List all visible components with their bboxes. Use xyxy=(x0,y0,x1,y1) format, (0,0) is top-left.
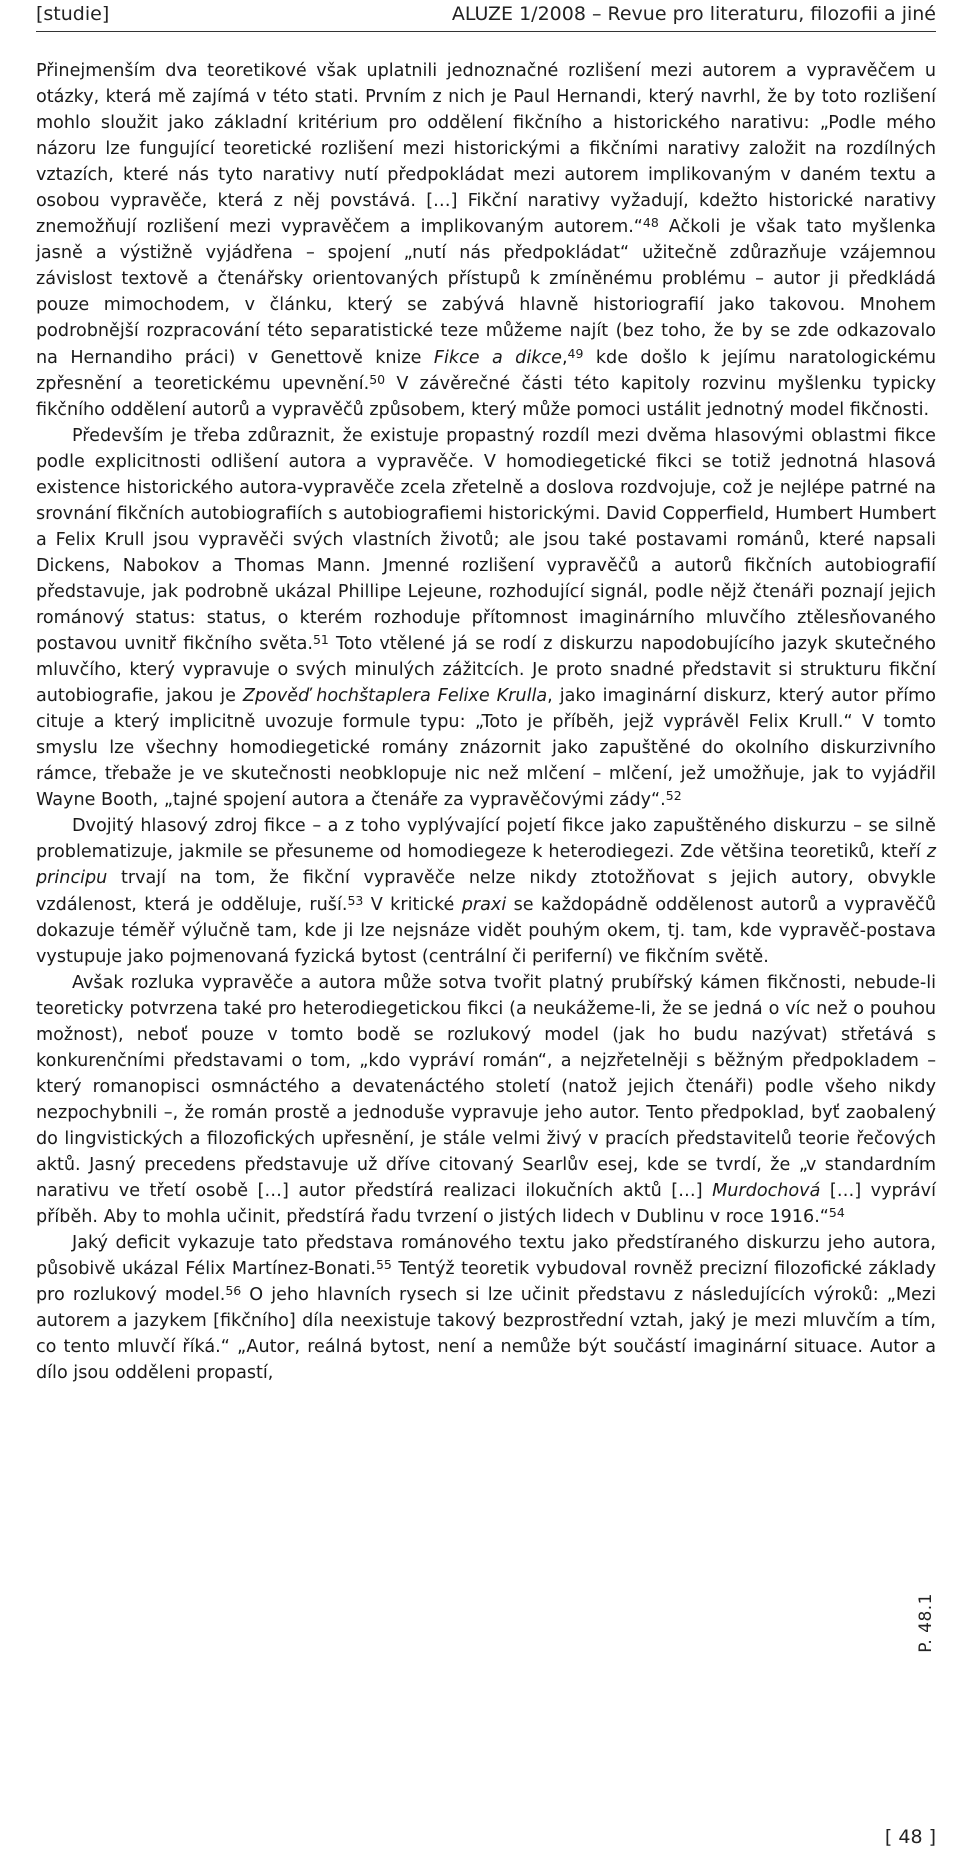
text-run: Avšak rozluka vypravěče a autora může sotva tvořit platný prubířský kámen fikčnosti, nebude-li teoreticky potvrzena také pro heterodiegetickou fikci (a neukážeme-li, že se jedná o víc než o pouhou možnost), neboť pouze v tomto bodě se rozlukový model (jak ho budu nazývat) střetává s konkurenčními představami o tom, „kdo vypráví román“, a nejzřetelněji s běžným předpokladem – který romanopisci osmnáctého a devatenáctého století (natož jejich čtenáři) podle všeho nikdy nezpochybnili –, že román prostě a jednoduše vypravuje jeho autor. Tento předpoklad, byť zaobalený do lingvistických a filozofických upřesnění, je stále velmi živý v pracích představitelů teorie řečových aktů. Jasný precedens představuje už dříve citovaný Searlův esej, kde se tvrdí, že „v standardním narativu ve třetí osobě […] autor předstírá realizaci ilokučních aktů […] xyxy=(36,972,936,1202)
book-title: Fikce a dikce xyxy=(433,347,562,368)
text-run: kde došlo k jejímu naratologickému zpřesnění a teoretickému upevnění. xyxy=(36,347,937,394)
text-run: Dvojitý hlasový zdroj fikce – a z toho vyplývající pojetí fikce jako zapuštěného diskurzu – se silně problematizuje, jakmile se přesuneme od homodiegeze k heterodiegezi. Zde většina teoretiků, kteří xyxy=(36,816,936,863)
header-rule xyxy=(36,31,936,32)
footnote-ref[interactable]: 49 xyxy=(567,345,584,361)
text-run: […] vypráví příběh. Aby to mohla učinit, předstírá řadu tvrzení o jistých lidech v Dublinu v roce 1916.“ xyxy=(36,1181,936,1228)
footnote-ref[interactable]: 51 xyxy=(312,632,329,648)
footnote-ref[interactable]: 48 xyxy=(642,215,659,231)
footnote-ref[interactable]: 52 xyxy=(665,788,682,804)
page-number: [ 48 ] xyxy=(884,1826,936,1848)
text-run: V kritické xyxy=(363,894,462,915)
emphasis: Murdochová xyxy=(712,1181,821,1202)
side-tag: P. 48.1 xyxy=(916,1593,936,1653)
paragraph-3 xyxy=(36,813,936,969)
text-run: Jaký deficit vykazuje tato představa románového textu jako předstíraného diskurzu jeho autora, působivě ukázal Félix Martínez-Bonati. xyxy=(36,1233,936,1280)
emphasis: z principu xyxy=(36,842,936,889)
paragraph-5 xyxy=(36,1230,936,1386)
text-run: se každopádně oddělenost autorů a vypravěčů dokazuje téměř výlučně tam, kde ji lze nejsnáze vidět pouhým okem, tj. tam, kde vypravěč-postava vystupuje jako pojmenovaná fyzická bytost (centrální či periferní) ve fikčním světě. xyxy=(36,894,936,967)
footnote-ref[interactable]: 53 xyxy=(347,892,364,908)
text-run: Přinejmenším dva teoretikové však uplatnili jednoznačné rozlišení mezi autorem a vypravěčem u otázky, která mě zajímá v této stati. Prvním z nich je Paul Hernandi, který navrhl, že by toto rozlišení mohlo sloužit jako základní kritérium pro oddělení fikčního a historického narativu: „Podle mého názoru lze fungující teoretické rozlišení mezi historickými a fikčními narativy založit na rozdílných vztazích, které nás tyto narativy nutí předpokládat mezi autorem implikovaným v daném textu a osobou vypravěče, která z něj povstává. […] Fikční narativy vyžadují, kdežto historické narativy znemožňují rozlišení mezi vypravěčem a implikovaným autorem.“ xyxy=(36,61,936,238)
running-header xyxy=(36,0,936,28)
text-run: , jako imaginární diskurz, který autor přímo cituje a který implicitně uvozuje formule typu: „Toto je příběh, jejž vyprávěl Felix Krull.“ V tomto smyslu lze všechny homodiegetické romány znázornit jako zapuštěné do okolního diskurzivního rámce, třebaže je ve skutečnosti neobklopuje nic než mlčení – mlčení, jež umožňuje, jak to vyjádřil Wayne Booth, „tajné spojení autora a čtenáře za vypravěčovými zády“. xyxy=(36,686,936,811)
footnote-ref[interactable]: 50 xyxy=(369,371,386,387)
paragraph-2 xyxy=(36,423,936,814)
article-body xyxy=(36,58,936,1386)
text-run: Ačkoli je však tato myšlenka jasně a výstižně vyjádřena – spojení „nutí nás předpokládat“ užitečně zdůrazňuje vzájemnou závislost textově a čtenářsky orientovaných přístupů k zmíněnému problému – autor ji předkládá pouze mimochodem, v článku, který se zabývá hlavně historiografií jako takovou. Mnohem podrobnější rozpracování této separatistické teze můžeme najít (bez toho, že by se zde odkazovalo na Hernandiho práci) v Genettově knize xyxy=(36,217,936,368)
journal-title: ALUZE 1/2008 – Revue pro literaturu, filozofii a jiné xyxy=(451,3,936,25)
text-run: Tentýž teoretik vybudoval rovněž precizní filozofické základy pro rozlukový model. xyxy=(36,1259,937,1306)
footnote-ref[interactable]: 54 xyxy=(828,1205,845,1221)
section-label: [studie] xyxy=(36,3,110,25)
paragraph-4 xyxy=(36,970,936,1230)
text-run: trvají na tom, že fikční vypravěče nelze nikdy ztotožňovat s jejich autory, obvykle vzdálenost, která je odděluje, ruší. xyxy=(36,868,936,915)
text-run: , xyxy=(561,347,568,368)
book-title: Zpověď hochštaplera Felixe Krulla xyxy=(242,686,548,707)
paragraph-1 xyxy=(36,58,936,423)
footnote-ref[interactable]: 55 xyxy=(375,1257,392,1273)
text-run: O jeho hlavních rysech si lze učinit představu z následujících výroků: „Mezi autorem a jazykem [fikčního] díla neexistuje takový bezprostřední vztah, jaký je mezi mluvčím a tím, co tento mluvčí říká.“ „Autor, reálná bytost, není a nemůže být součástí imaginární situace. Autor a dílo jsou odděleni propastí, xyxy=(36,1285,937,1384)
text-run: Toto vtělené já se rodí z diskurzu napodobujícího jazyk skutečného mluvčího, který vypravuje o svých minulých zážitcích. Je proto snadné představit si strukturu fikční autobiografie, jakou je xyxy=(36,634,936,707)
emphasis: praxi xyxy=(461,894,507,915)
text-run: Především je třeba zdůraznit, že existuje propastný rozdíl mezi dvěma hlasovými oblastmi fikce podle explicitnosti odlišení autora a vypravěče. V homodiegetické fikci se totiž jednotná hlasová existence historického autora-vypravěče zcela zřetelně a doslova rozdvojuje, což je nejlépe patrné na srovnání fikčních autobiografiích s autobiografiemi historickými. David Copperfield, Humbert Humbert a Felix Krull jsou vypravěči svých vlastních životů; ale jsou také postavami románů, které napsali Dickens, Nabokov a Thomas Mann. Jmenné rozlišení vypravěčů a autorů fikčních autobiografií představuje, jak podrobně ukázal Phillipe Lejeune, rozhodující signál, podle nějž čtenáři poznají jejich románový status: status, o kterém rozhoduje přítomnost imaginárního mluvčího ztělesňovaného postavou uvnitř fikčního světa. xyxy=(36,425,936,655)
text-run: V závěrečné části této kapitoly rozvinu myšlenku typicky fikčního oddělení autorů a vypravěčů způsobem, který může pomoci ustálit jednotný model fikčnosti. xyxy=(36,373,936,420)
footnote-ref[interactable]: 56 xyxy=(225,1283,242,1299)
